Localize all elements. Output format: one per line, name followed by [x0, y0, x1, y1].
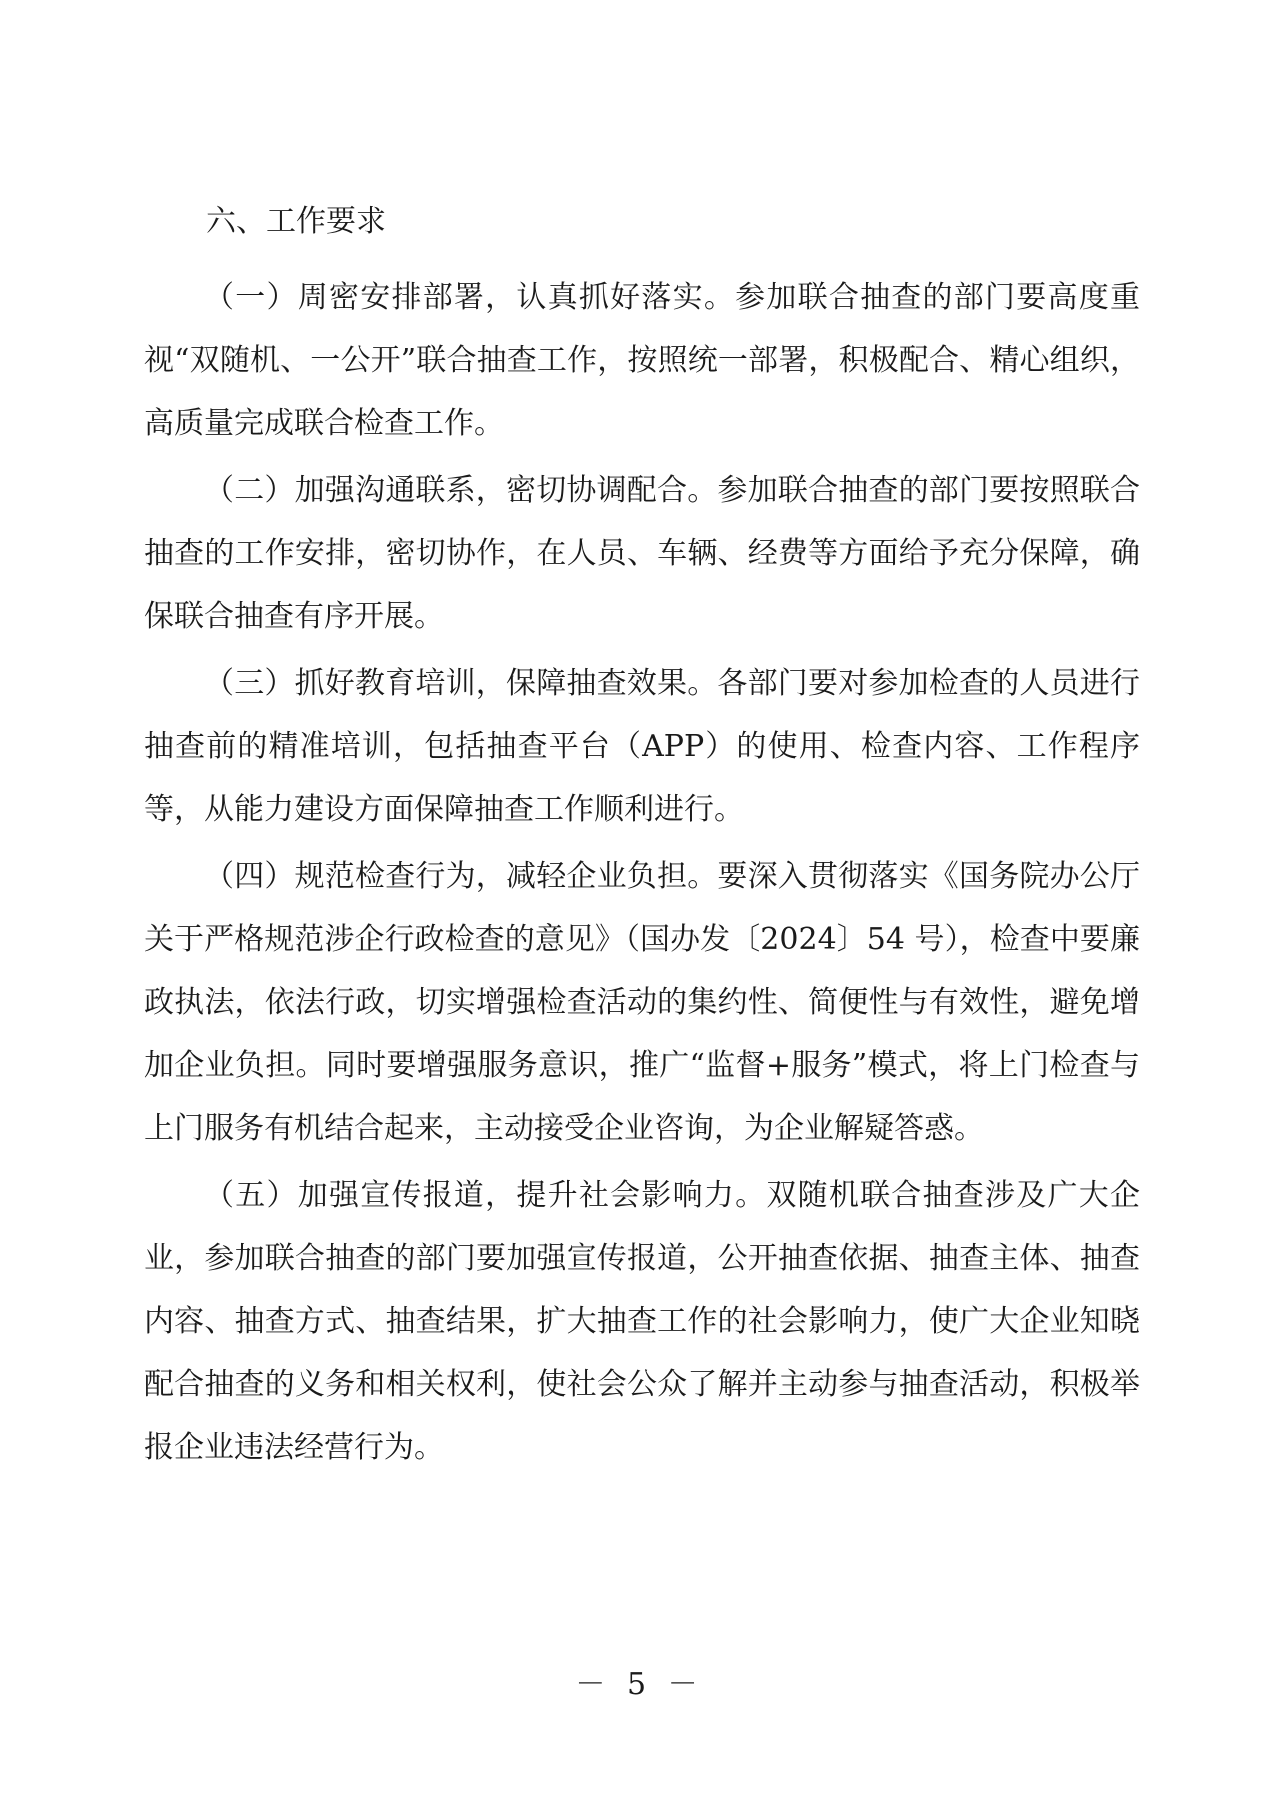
paragraph-2: （二）加强沟通联系，密切协调配合。参加联合抽查的部门要按照联合抽查的工作安排，密切协作，在人员、车辆、经费等方面给予充分保障，确保联合抽查有序开展。: [144, 473, 1140, 634]
document-body: [144, 192, 1140, 1479]
section-heading: 六、工作要求: [206, 204, 386, 239]
page-number: － 5 －: [575, 1667, 704, 1702]
paragraph-4: （四）规范检查行为，减轻企业负担。要深入贯彻落实《国务院办公厅关于严格规范涉企行政检查的意见》（国办发〔2024〕54 号），检查中要廉政执法，依法行政，切实增强检查活动的集约性、简便性与有效性，避免增加企业负担。同时要增强服务意识，推广“监督+服务”模式，将上门检查与上门服务有机结合起来，主动接受企业咨询，为企业解疑答惑。: [144, 859, 1140, 1146]
paragraph-1: （一）周密安排部署，认真抓好落实。参加联合抽查的部门要高度重视“双随机、一公开”联合抽查工作，按照统一部署，积极配合、精心组织，高质量完成联合检查工作。: [144, 280, 1140, 441]
paragraph-3: （三）抓好教育培训，保障抽查效果。各部门要对参加检查的人员进行抽查前的精准培训，包括抽查平台（APP）的使用、检查内容、工作程序等，从能力建设方面保障抽查工作顺利进行。: [144, 666, 1140, 827]
paragraph-5: （五）加强宣传报道，提升社会影响力。双随机联合抽查涉及广大企业，参加联合抽查的部门要加强宣传报道，公开抽查依据、抽查主体、抽查内容、抽查方式、抽查结果，扩大抽查工作的社会影响力，使广大企业知晓配合抽查的义务和相关权利，使社会公众了解并主动参与抽查活动，积极举报企业违法经营行为。: [144, 1178, 1140, 1465]
